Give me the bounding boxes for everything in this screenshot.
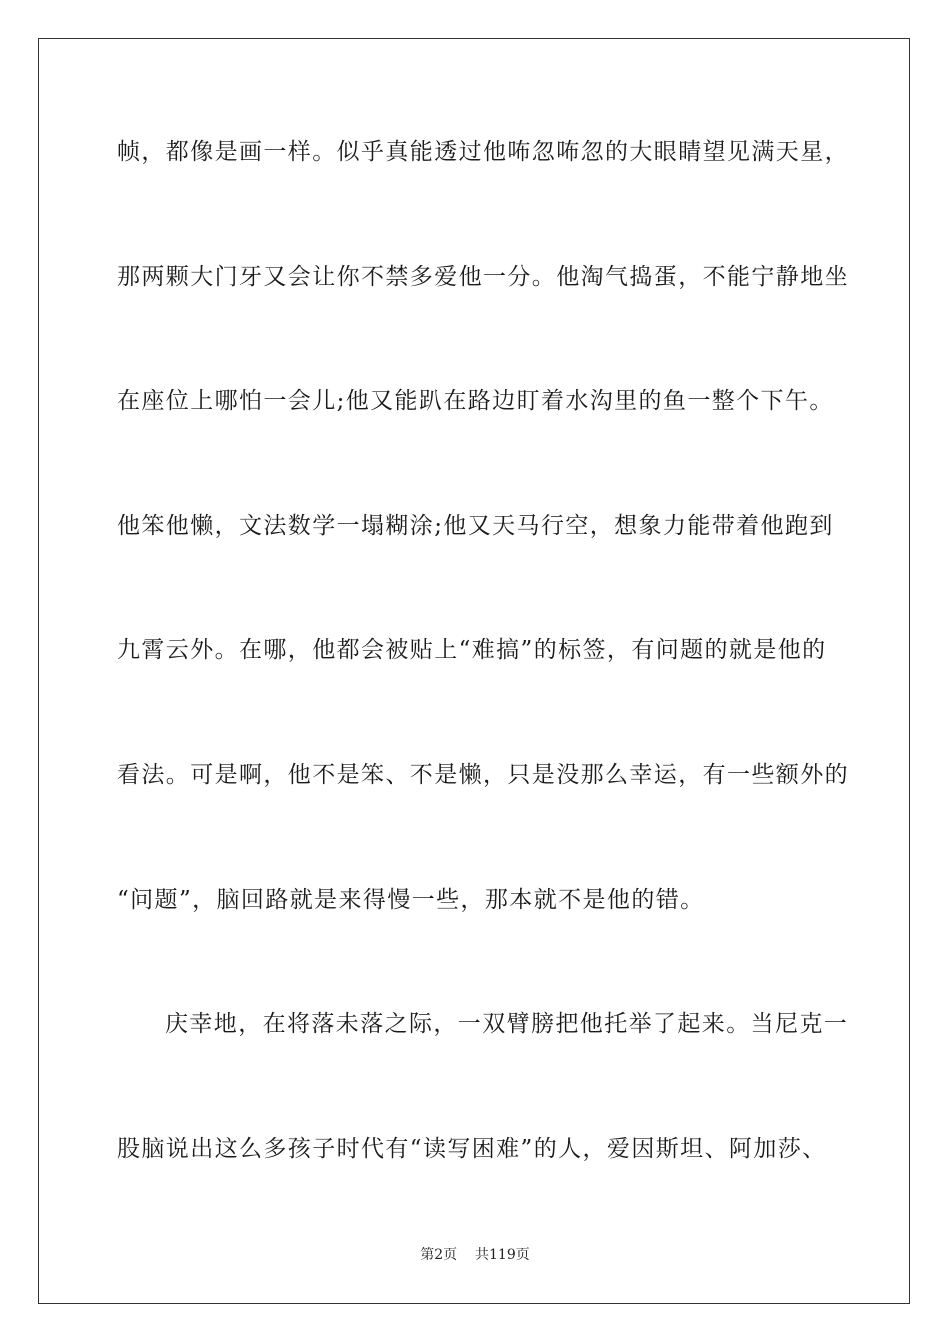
total-pages: 共119页 [475,1247,530,1263]
text-line: 在座位上哪怕一会儿;他又能趴在路边盯着水沟里的鱼一整个下午。 [117,388,834,415]
text-line: “问题”，脑回路就是来得慢一些，那本就不是他的错。 [117,886,705,913]
footer-spacer [457,1247,475,1263]
text-line-paragraph-start: 庆幸地，在将落未落之际，一双臂膀把他托举了起来。当尼克一 [165,1011,849,1038]
text-line: 看法。可是啊，他不是笨、不是懒，只是没那么幸运，有一些额外的 [117,761,849,788]
text-line: 那两颗大门牙又会让你不禁多爱他一分。他淘气捣蛋，不能宁静地坐 [117,263,849,290]
text-line: 他笨他懒，文法数学一塌糊涂;他又天马行空，想象力能带着他跑到 [117,512,834,539]
page-footer [0,1244,950,1264]
text-line: 股脑说出这么多孩子时代有“读写困难”的人，爱因斯坦、阿加莎、 [117,1135,827,1162]
page-number: 第2页 [420,1247,458,1263]
text-line: 九霄云外。在哪，他都会被贴上“难搞”的标签，有问题的就是他的 [117,637,827,664]
text-line: 帧，都像是画一样。似乎真能透过他咘忽咘忽的大眼睛望见满天星， [117,139,849,165]
document-body [117,120,849,1241]
